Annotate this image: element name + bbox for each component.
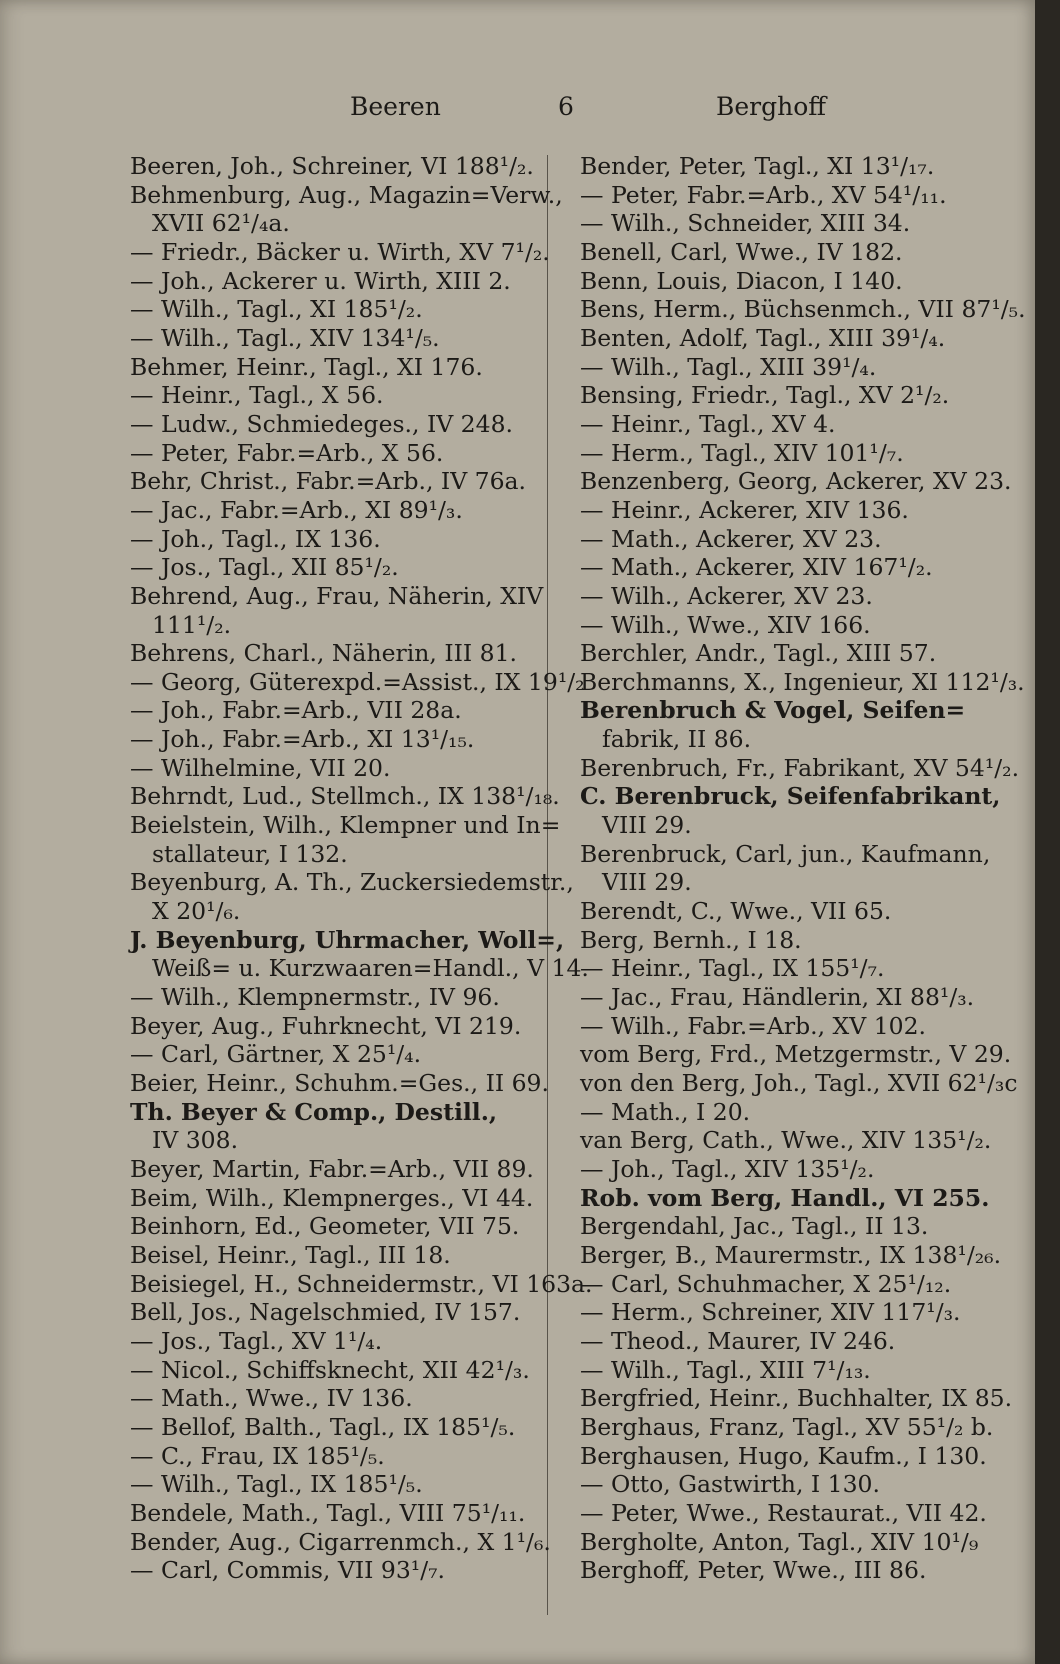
directory-entry: C. Berenbruck, Seifenfabrikant, bbox=[580, 782, 1001, 811]
directory-entry: Beyenburg, A. Th., Zuckersiedemstr., bbox=[130, 868, 574, 897]
directory-entry: Beielstein, Wilh., Klempner und In= bbox=[130, 811, 561, 840]
directory-entry: Berghausen, Hugo, Kaufm., I 130. bbox=[580, 1441, 987, 1470]
entry-continuation-line: VIII 29. bbox=[602, 811, 692, 840]
directory-entry: Bell, Jos., Nagelschmied, IV 157. bbox=[130, 1298, 521, 1327]
directory-entry: — Theod., Maurer, IV 246. bbox=[580, 1326, 896, 1355]
directory-entry: — Jac., Fabr.=Arb., XI 89¹/₃. bbox=[130, 495, 463, 524]
entry-continuation-line: XVII 62¹/₄a. bbox=[152, 209, 290, 238]
page-edge-shadow bbox=[1035, 0, 1060, 1664]
directory-entry: Benn, Louis, Diacon, I 140. bbox=[580, 266, 903, 295]
directory-entry: Bergholte, Anton, Tagl., XIV 10¹/₉ bbox=[580, 1527, 979, 1556]
directory-entry: Bendele, Math., Tagl., VIII 75¹/₁₁. bbox=[130, 1498, 526, 1527]
directory-entry: Bergfried, Heinr., Buchhalter, IX 85. bbox=[580, 1384, 1013, 1413]
directory-entry: Bergendahl, Jac., Tagl., II 13. bbox=[580, 1212, 929, 1241]
entry-continuation-line: IV 308. bbox=[152, 1126, 239, 1155]
directory-entry: Beisiegel, H., Schneidermstr., VI 163a. bbox=[130, 1269, 593, 1298]
page-number: 6 bbox=[558, 92, 574, 121]
directory-entry: Th. Beyer & Comp., Destill., bbox=[130, 1097, 498, 1126]
entry-continuation-line: stallateur, I 132. bbox=[152, 839, 348, 868]
directory-entry: Benell, Carl, Wwe., IV 182. bbox=[580, 237, 903, 266]
directory-entry: Berg, Bernh., I 18. bbox=[580, 925, 802, 954]
directory-entry: Behr, Christ., Fabr.=Arb., IV 76a. bbox=[130, 467, 527, 496]
directory-entry: — Joh., Fabr.=Arb., XI 13¹/₁₅. bbox=[130, 725, 475, 754]
directory-entry: Behrens, Charl., Näherin, III 81. bbox=[130, 639, 518, 668]
directory-entry: Bender, Aug., Cigarrenmch., X 1¹/₆. bbox=[130, 1527, 551, 1556]
directory-entry: — Wilh., Ackerer, XV 23. bbox=[580, 581, 873, 610]
entry-continuation-line: X 20¹/₆. bbox=[152, 897, 241, 926]
directory-entry: — Wilh., Fabr.=Arb., XV 102. bbox=[580, 1011, 927, 1040]
directory-entry: van Berg, Cath., Wwe., XIV 135¹/₂. bbox=[580, 1126, 992, 1155]
directory-entry: J. Beyenburg, Uhrmacher, Woll=, bbox=[130, 925, 565, 954]
directory-entry: — Heinr., Ackerer, XIV 136. bbox=[580, 495, 909, 524]
directory-entry: Berghaus, Franz, Tagl., XV 55¹/₂ b. bbox=[580, 1412, 994, 1441]
directory-entry: — Carl, Gärtner, X 25¹/₄. bbox=[130, 1040, 422, 1069]
directory-entry: — Jos., Tagl., XV 1¹/₄. bbox=[130, 1326, 383, 1355]
directory-entry: — Wilh., Tagl., XIII 39¹/₄. bbox=[580, 352, 877, 381]
directory-entry: Berchmanns, X., Ingenieur, XI 112¹/₃. bbox=[580, 667, 1025, 696]
directory-entry: Benzenberg, Georg, Ackerer, XV 23. bbox=[580, 467, 1012, 496]
directory-entry: Behrend, Aug., Frau, Näherin, XIV bbox=[130, 581, 544, 610]
right-column bbox=[580, 152, 1026, 1585]
directory-entry: — Wilh., Klempnermstr., IV 96. bbox=[130, 983, 500, 1012]
directory-entry: — Joh., Tagl., XIV 135¹/₂. bbox=[580, 1154, 875, 1183]
directory-entry: Bensing, Friedr., Tagl., XV 2¹/₂. bbox=[580, 381, 950, 410]
directory-entry: Rob. vom Berg, Handl., VI 255. bbox=[580, 1183, 990, 1212]
directory-entry: — Wilh., Schneider, XIII 34. bbox=[580, 209, 911, 238]
directory-entry: — Wilh., Tagl., IX 185¹/₅. bbox=[130, 1470, 423, 1499]
directory-entry: Berenbruck, Carl, jun., Kaufmann, bbox=[580, 839, 991, 868]
directory-entry: — Math., Ackerer, XV 23. bbox=[580, 524, 882, 553]
directory-entry: Behrndt, Lud., Stellmch., IX 138¹/₁₈. bbox=[130, 782, 560, 811]
directory-entry: Berger, B., Maurermstr., IX 138¹/₂₆. bbox=[580, 1240, 1002, 1269]
directory-entry: — Herm., Tagl., XIV 101¹/₇. bbox=[580, 438, 904, 467]
directory-entry: Berchler, Andr., Tagl., XIII 57. bbox=[580, 639, 937, 668]
directory-entry: Beyer, Aug., Fuhrknecht, VI 219. bbox=[130, 1011, 522, 1040]
header-left-keyword: Beeren bbox=[350, 92, 441, 121]
directory-entry: — Otto, Gastwirth, I 130. bbox=[580, 1470, 880, 1499]
entry-continuation-line: Weiß= u. Kurzwaaren=Handl., V 14. bbox=[152, 954, 589, 983]
directory-entry: Beinhorn, Ed., Geometer, VII 75. bbox=[130, 1212, 520, 1241]
directory-entry: — Jac., Frau, Händlerin, XI 88¹/₃. bbox=[580, 983, 975, 1012]
directory-entry: Beisel, Heinr., Tagl., III 18. bbox=[130, 1240, 451, 1269]
directory-entry: — Heinr., Tagl., XV 4. bbox=[580, 409, 836, 438]
directory-entry: — Wilhelmine, VII 20. bbox=[130, 753, 391, 782]
directory-entry: — Math., Wwe., IV 136. bbox=[130, 1384, 413, 1413]
left-column bbox=[130, 152, 593, 1585]
directory-entry: — Carl, Schuhmacher, X 25¹/₁₂. bbox=[580, 1269, 952, 1298]
directory-entry: — Carl, Commis, VII 93¹/₇. bbox=[130, 1556, 446, 1585]
entry-continuation-line: 111¹/₂. bbox=[152, 610, 232, 639]
directory-entry: — Math., Ackerer, XIV 167¹/₂. bbox=[580, 553, 933, 582]
directory-entry: — Joh., Fabr.=Arb., VII 28a. bbox=[130, 696, 462, 725]
directory-entry: Berenbruch, Fr., Fabrikant, XV 54¹/₂. bbox=[580, 753, 1020, 782]
directory-entry: — Friedr., Bäcker u. Wirth, XV 7¹/₂. bbox=[130, 237, 550, 266]
directory-entry: von den Berg, Joh., Tagl., XVII 62¹/₃c bbox=[580, 1069, 1018, 1097]
page-header bbox=[0, 92, 1035, 126]
directory-entry: vom Berg, Frd., Metzgermstr., V 29. bbox=[580, 1040, 1012, 1069]
entry-continuation-line: VIII 29. bbox=[602, 868, 692, 897]
directory-entry: — Joh., Ackerer u. Wirth, XIII 2. bbox=[130, 266, 511, 295]
directory-entry: — Heinr., Tagl., X 56. bbox=[130, 381, 384, 410]
directory-entry: Berghoff, Peter, Wwe., III 86. bbox=[580, 1556, 927, 1585]
directory-entry: Beier, Heinr., Schuhm.=Ges., II 69. bbox=[130, 1069, 549, 1097]
directory-entry: — Herm., Schreiner, XIV 117¹/₃. bbox=[580, 1298, 961, 1327]
directory-entry: Behmenburg, Aug., Magazin=Verw., bbox=[130, 180, 563, 209]
directory-entry: Behmer, Heinr., Tagl., XI 176. bbox=[130, 352, 483, 381]
directory-entry: Bens, Herm., Büchsenmch., VII 87¹/₅. bbox=[580, 295, 1026, 324]
directory-entry: — Wilh., Tagl., XIV 134¹/₅. bbox=[130, 323, 440, 352]
directory-entry: Beeren, Joh., Schreiner, VI 188¹/₂. bbox=[130, 152, 534, 180]
directory-entry: Beyer, Martin, Fabr.=Arb., VII 89. bbox=[130, 1154, 534, 1183]
directory-entry: — Math., I 20. bbox=[580, 1097, 751, 1126]
directory-entry: — Peter, Fabr.=Arb., XV 54¹/₁₁. bbox=[580, 180, 947, 209]
entry-continuation-line: fabrik, II 86. bbox=[602, 725, 752, 754]
directory-entry: — C., Frau, IX 185¹/₅. bbox=[130, 1441, 385, 1470]
directory-entry: — Joh., Tagl., IX 136. bbox=[130, 524, 381, 553]
directory-entry: — Wilh., Wwe., XIV 166. bbox=[580, 610, 871, 639]
header-right-keyword: Berghoff bbox=[716, 92, 827, 121]
directory-entry: — Georg, Güterexpd.=Assist., IX 19¹/₂ bbox=[130, 667, 585, 696]
directory-entry: — Wilh., Tagl., XIII 7¹/₁₃. bbox=[580, 1355, 871, 1384]
directory-entry: Beim, Wilh., Klempnerges., VI 44. bbox=[130, 1183, 534, 1212]
directory-entry: — Wilh., Tagl., XI 185¹/₂. bbox=[130, 295, 423, 324]
directory-entry: — Heinr., Tagl., IX 155¹/₇. bbox=[580, 954, 885, 983]
directory-entry: Bender, Peter, Tagl., XI 13¹/₁₇. bbox=[580, 152, 935, 180]
directory-entry: — Peter, Wwe., Restaurat., VII 42. bbox=[580, 1498, 987, 1527]
directory-entry: Berendt, C., Wwe., VII 65. bbox=[580, 897, 892, 926]
directory-entry: — Peter, Fabr.=Arb., X 56. bbox=[130, 438, 444, 467]
directory-entry: Benten, Adolf, Tagl., XIII 39¹/₄. bbox=[580, 323, 946, 352]
directory-entry: Berenbruch & Vogel, Seifen= bbox=[580, 696, 966, 725]
directory-entry: — Ludw., Schmiedeges., IV 248. bbox=[130, 409, 514, 438]
directory-entry: — Nicol., Schiffsknecht, XII 42¹/₃. bbox=[130, 1355, 530, 1384]
directory-entry: — Bellof, Balth., Tagl., IX 185¹/₅. bbox=[130, 1412, 516, 1441]
directory-entry: — Jos., Tagl., XII 85¹/₂. bbox=[130, 553, 399, 582]
